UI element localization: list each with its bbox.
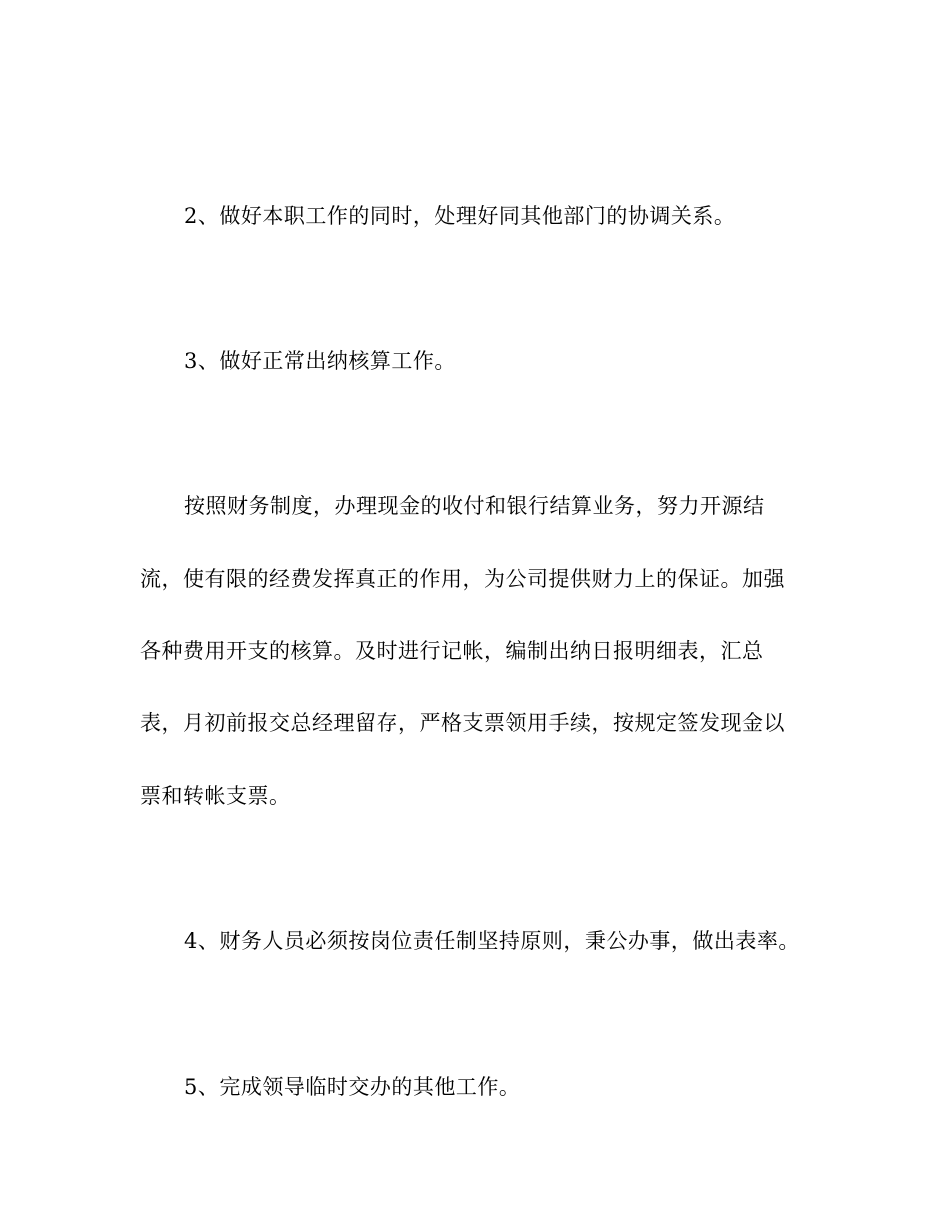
list-item-4: 4、财务人员必须按岗位责任制坚持原则，秉公办事，做出表率。 (184, 929, 800, 953)
list-item-3: 3、做好正常出纳核算工作。 (184, 349, 456, 373)
paragraph-line-5: 票和转帐支票。 (140, 784, 291, 808)
paragraph-line-1: 按照财务制度，办理现金的收付和银行结算业务，努力开源结 (184, 494, 765, 518)
paragraph-line-3: 各种费用开支的核算。及时进行记帐，编制出纳日报明细表，汇总 (140, 639, 764, 663)
list-item-5: 5、完成领导临时交办的其他工作。 (184, 1075, 521, 1099)
list-item-2: 2、做好本职工作的同时，处理好同其他部门的协调关系。 (184, 204, 736, 228)
paragraph-line-4: 表，月初前报交总经理留存，严格支票领用手续，按规定签发现金以 (140, 711, 785, 735)
paragraph-line-2: 流，使有限的经费发挥真正的作用，为公司提供财力上的保证。加强 (140, 567, 785, 591)
